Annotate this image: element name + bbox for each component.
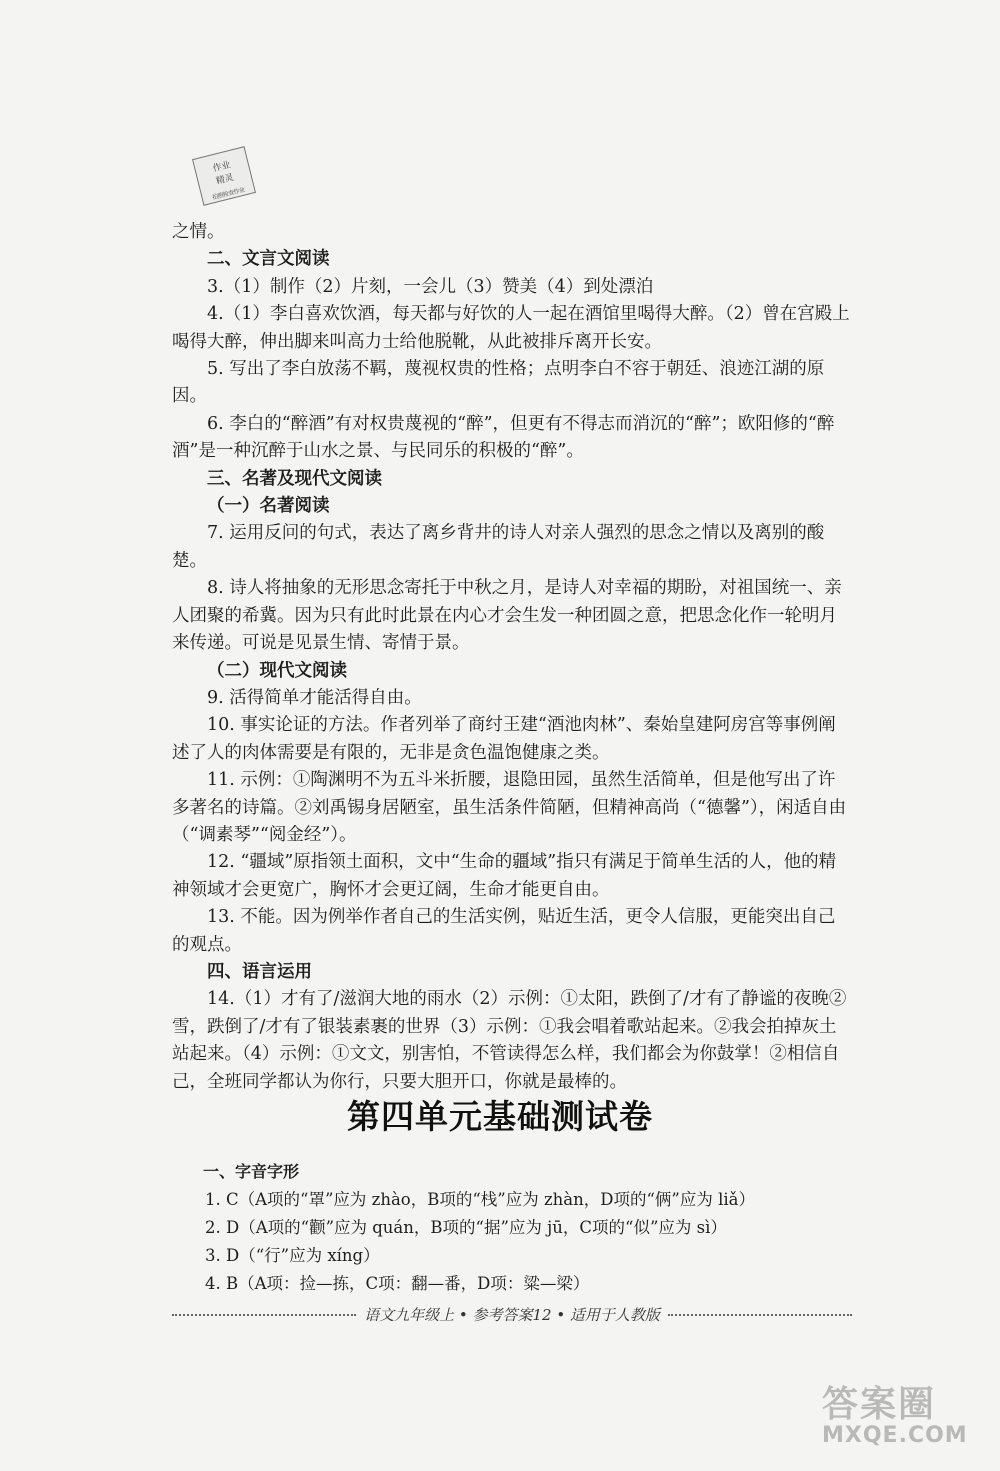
section-heading: 二、文言文阅读 <box>207 249 330 270</box>
subsection-heading: （一）名著阅读 <box>207 496 330 517</box>
footer-divider-right <box>668 1314 852 1316</box>
footer-text: 语文九年级上 • 参考答案12 • 适用于人教版 <box>364 1306 660 1324</box>
answer-item: 12. “疆域”原指领土面积，文中“生命的疆域”指只有满足于简单生活的人，他的精神领域才会更宽广，胸怀才会更辽阔，生命才能更自由。 <box>172 852 837 900</box>
test-answer-section <box>205 1158 865 1298</box>
subsection-heading: （二）现代文阅读 <box>207 660 347 681</box>
answer-item: 1. C（A项的“罩”应为 zhào，B项的“栈”应为 zhàn，D项的“俩”应为 liǎ） <box>205 1190 755 1209</box>
answer-item: 5. 写出了李白放荡不羁，蔑视权贵的性格；点明李白不容于朝廷、浪迹江湖的原因。 <box>172 359 825 407</box>
section-heading: 四、语言运用 <box>207 961 312 982</box>
section-heading: 一、字音字形 <box>203 1162 300 1181</box>
answer-item: 6. 李白的“醉酒”有对权贵蔑视的“醉”，但更有不得志而消沉的“醉”；欧阳修的“醉酒”是一种沉醉于山水之景、与民同乐的积极的“醉”。 <box>172 413 835 462</box>
stamp-text-1: 作业 <box>211 160 232 175</box>
watermark-logo-text: 答案圈 <box>822 1384 937 1425</box>
stamp-text-3: 拍照检查作业 <box>211 186 246 202</box>
stamp-logo <box>192 146 256 206</box>
answer-item: 11. 示例：①陶渊明不为五斗米折腰，退隐田园，虽然生活简单，但是他写出了许多著名的诗篇。②刘禹锡身居陋室，虽生活条件简陋，但精神高尚（“德馨”），闲适自由（“调素琴”“阅金经”）。 <box>172 770 847 845</box>
answer-item: 4. B（A项：捡—拣，C项：翻—番，D项：粱—梁） <box>205 1274 590 1293</box>
stamp-text-2: 精灵 <box>215 172 235 187</box>
watermark-url: MXQE.COM <box>822 1423 968 1448</box>
text-line: 之情。 <box>172 222 225 242</box>
answer-item: 2. D（A项的“颧”应为 quán，B项的“据”应为 jū，C项的“似”应为 sì） <box>205 1218 727 1237</box>
answer-item: 14.（1）才有了/滋润大地的雨水（2）示例：①太阳，跌倒了/才有了静谧的夜晚②雪，跌倒了/才有了银装素裹的世界（3）示例：①我会唱着歌站起来。②我会拍掉灰土站起来。（4）示例：①文文，别害怕，不管读得怎么样，我们都会为你鼓掌！②相信自己，全班同学都认为你行，只要大胆开口，你就是最棒的。 <box>172 989 847 1092</box>
answer-item: 8. 诗人将抽象的无形思念寄托于中秋之月，是诗人对幸福的期盼，对祖国统一、亲人团聚的希冀。因为只有此时此景在内心才会生发一种团圆之意，把思念化作一轮明月来传递。可说是见景生情、寄情于景。 <box>172 578 842 654</box>
answer-item: 7. 运用反问的句式，表达了离乡背井的诗人对亲人强烈的思念之情以及离别的酸楚。 <box>172 523 825 571</box>
answer-item: 13. 不能。因为例举作者自己的生活实例，贴近生活，更令人信服，更能突出自己的观点。 <box>172 907 836 955</box>
section-heading: 三、名著及现代文阅读 <box>207 468 382 489</box>
answer-item: 9. 活得简单才能活得自由。 <box>207 687 422 708</box>
unit-title: 第四单元基础测试卷 <box>347 1097 653 1136</box>
answer-section <box>172 219 852 1096</box>
footer-divider-left <box>172 1314 356 1316</box>
answer-item: 3. D（“行”应为 xíng） <box>205 1246 380 1265</box>
answer-item: 10. 事实论证的方法。作者列举了商纣王建“酒池肉林”、秦始皇建阿房宫等事例阐述了人的肉体需要是有限的，无非是贪色温饱健康之类。 <box>172 715 836 763</box>
answer-item: 3.（1）制作（2）片刻，一会儿（3）赞美（4）到处漂泊 <box>207 276 654 297</box>
answer-item: 4.（1）李白喜欢饮酒，每天都与好饮的人一起在酒馆里喝得大醉。（2）曾在宫殿上喝得大醉，伸出脚来叫高力士给他脱靴，从此被排斥离开长安。 <box>172 304 850 352</box>
page-footer <box>172 1304 852 1325</box>
watermark <box>822 1376 972 1448</box>
